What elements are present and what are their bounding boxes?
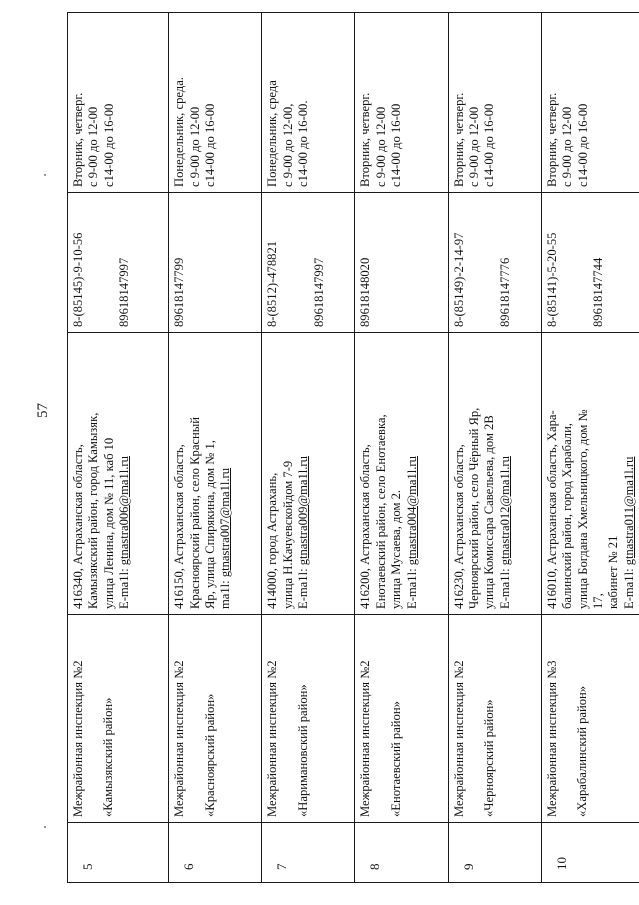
organization-name: Межрайонная инспекция №2 [172,660,187,817]
email-link[interactable]: gtnastra012@ma1l.ru [497,456,512,566]
hours-cell [355,13,448,193]
hours-cell [169,13,262,193]
organization-name: Межрайонная инспекция №2 [71,660,85,817]
address-line: 416150, Астраханская область, [172,444,187,609]
row-number: 5 [68,823,169,883]
hours-days: Вторник, четверг. [451,92,466,187]
email-link[interactable]: gtnastra011@ma1l.ru [621,456,636,566]
hours-time: с14-00 до 16-00 [101,103,116,187]
address-cell [169,333,262,615]
scan-dot [44,826,46,828]
district-name: «Камызякский район» [101,697,116,817]
hours-cell [448,13,541,193]
hours-days: Вторник, четверг. [358,92,373,187]
address-cell [262,333,355,615]
organization-cell [169,615,262,823]
address-line: 17, [591,593,606,609]
email-link[interactable]: gtnastra009@ma1l.ru [296,456,311,566]
mobile-number: 89618147799 [172,257,187,327]
hours-time: с 9-00 до 12-00 [373,106,388,187]
phone-number: 8-(85145)-9-10-56 [71,232,85,327]
organization-name: Межрайонная инспекция №2 [265,660,280,817]
address-line: кабинет № 21 [606,535,621,609]
table-row [355,13,448,883]
email-line [405,338,420,609]
hours-days: Вторник, четверг. [544,92,559,187]
email-label: E-ma1l: [497,565,512,609]
address-cell [355,333,448,615]
address-line: 416010, Астраханская область, Хара- [544,410,559,609]
email-line [622,338,637,609]
hours-time: с 9-00 до 12-00, [280,103,295,187]
district-name: «Наримановский район» [295,684,310,817]
email-line [218,338,233,609]
hours-days: Понедельник, среда. [172,77,187,187]
email-line [117,338,132,609]
organization-name: Межрайонная инспекция №2 [451,660,466,817]
organization-cell [262,615,355,823]
district-name: «Енотаевский район» [388,701,403,817]
hours-cell [541,13,639,193]
organization-name: Межрайонная инспекция №2 [358,660,373,817]
hours-time: с14-00 до 16-00. [296,100,311,187]
organization-cell [68,615,169,823]
mobile-number: 89618148020 [358,257,373,327]
email-line [498,338,513,609]
table-row [68,13,169,883]
mobile-number: 89618147744 [591,257,606,327]
phone-cell [68,193,169,333]
email-link[interactable]: gtnastra004@ma1l.ru [404,456,419,566]
mobile-number: 89618147997 [311,257,326,327]
page-number: 57 [35,403,51,418]
row-number: 8 [355,823,448,883]
address-line: Яр, улица Спирякина, дом № 1, [202,440,217,609]
organization-cell [448,615,541,823]
phone-cell [541,193,639,333]
phone-number: 8-(85141)-5-20-55 [544,232,559,327]
hours-time: с14-00 до 16-00 [482,103,497,187]
scan-dot [44,174,46,176]
hours-cell [262,13,355,193]
email-link[interactable]: gtnastra007@ma1l.ru [218,467,233,578]
table-row [169,13,262,883]
phone-cell [448,193,541,333]
email-label: E-ma1l: [404,565,419,609]
organization-cell [355,615,448,823]
district-name: «Харабалинский район» [575,685,590,817]
row-number: 9 [448,823,541,883]
hours-time: с 9-00 до 12-00 [86,106,101,187]
address-line: улица Комиссара Савельева, дом 2В [482,415,497,609]
table-row [262,13,355,883]
address-line: Черноярский район, село Чёрный Яр, [467,407,482,609]
phone-number: 8-(8512)-478821 [265,240,280,327]
row-number: 10 [541,823,639,883]
district-name: «Красноярский район» [202,693,217,817]
address-line: балинский район, город Харабали, [560,423,575,609]
address-line: улица Ленина, дом № 11, каб 10 [101,437,116,609]
hours-time: с14-00 до 16-00 [202,103,217,187]
mobile-number: 89618147776 [498,257,513,327]
email-label: ma1l: [218,577,233,609]
hours-time: с14-00 до 16-00 [389,103,404,187]
hours-time: с 9-00 до 12-00 [560,106,575,187]
address-line: Красноярский район, село Красный [187,417,202,609]
hours-days: Вторник, четверг. [71,92,85,187]
phone-cell [169,193,262,333]
email-label: E-ma1l: [117,565,132,609]
organization-cell [541,615,639,823]
address-cell [68,333,169,615]
address-line: 416200, Астраханская область, [358,444,373,609]
email-label: E-ma1l: [621,565,636,609]
phone-number: 8-(85149)-2-14-97 [451,232,466,327]
mobile-number: 89618147997 [117,257,132,327]
inspections-table [67,12,639,883]
address-line: 414000, город Астрахань, [265,472,280,609]
rotated-table-container [67,13,639,883]
address-line: Камызякский район, город Камызяк, [86,412,101,609]
address-line: 416340, Астраханская область, [71,444,85,609]
address-cell [448,333,541,615]
hours-cell [68,13,169,193]
organization-name: Межрайонная инспекция №3 [544,660,559,817]
row-number: 7 [262,823,355,883]
phone-cell [262,193,355,333]
hours-time: с 9-00 до 12-00 [467,106,482,187]
hours-days: Понедельник, среда [265,80,280,187]
address-line: улица Мусаева, дом 2. [389,489,404,609]
address-cell [541,333,639,615]
district-name: «Черноярский район» [482,699,497,817]
hours-time: с 9-00 до 12-00 [187,106,202,187]
email-label: E-ma1l: [296,565,311,609]
email-line [296,338,311,609]
phone-cell [355,193,448,333]
row-number: 6 [169,823,262,883]
email-link[interactable]: gtnastra006@ma1l.ru [117,456,132,566]
hours-time: с14-00 до 16-00 [575,103,590,187]
table-row [448,13,541,883]
address-line: 416230, Астраханская область, [451,444,466,609]
address-line: Енотаевский район, село Енотаевка, [373,414,388,609]
table-row [541,13,639,883]
address-line: улица Богдана Хмельницкого, дом № [575,409,590,609]
address-line: улица Н.Качуевскойдом 7-9 [280,460,295,609]
